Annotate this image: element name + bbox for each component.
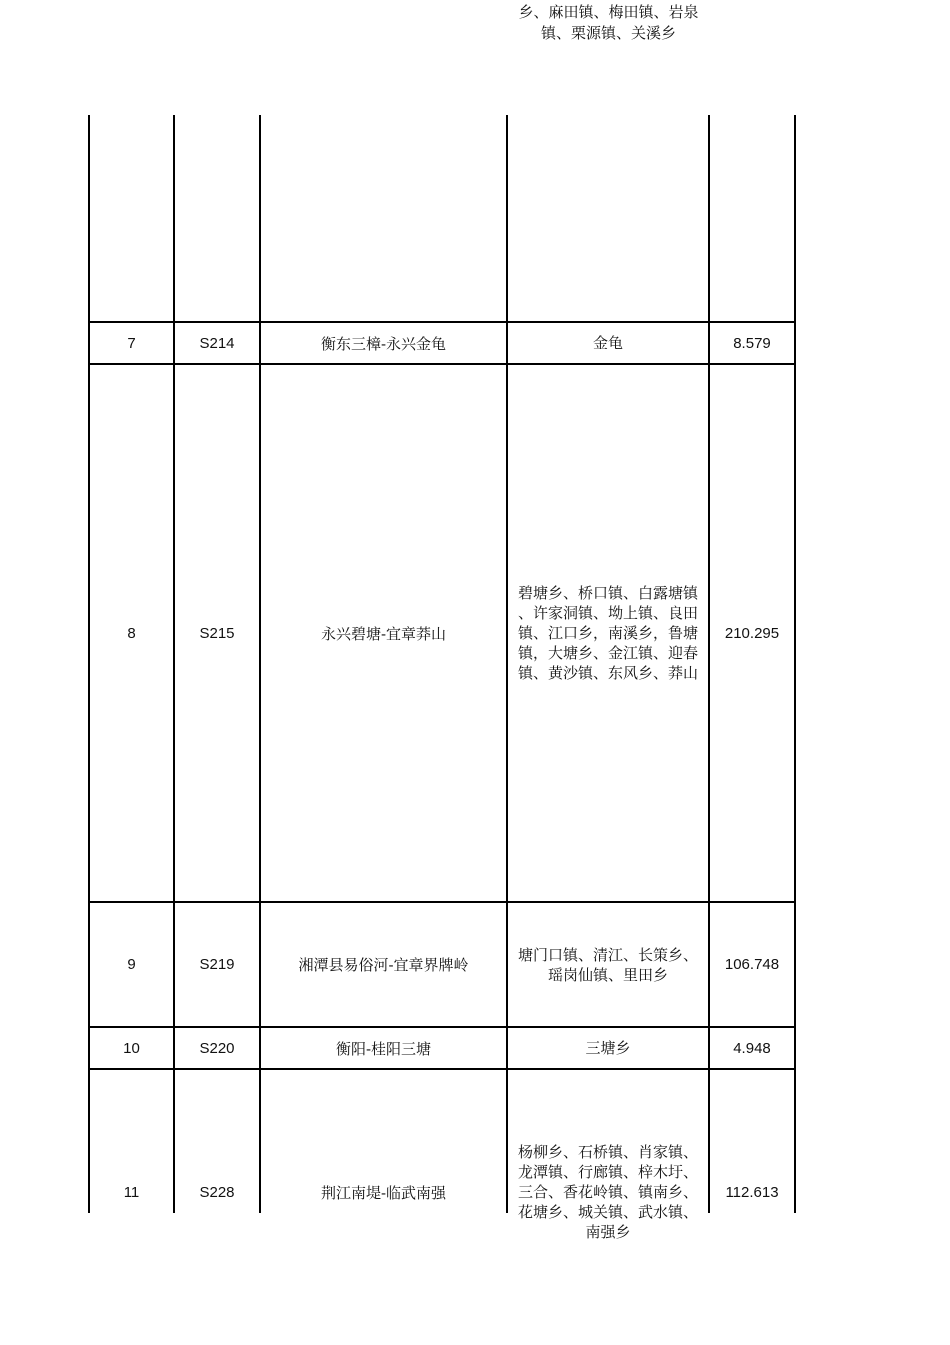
row-index: 9 <box>127 956 136 973</box>
table-border-right <box>794 115 796 1213</box>
towns-line: 、许家洞镇、坳上镇、良田 <box>517 604 698 622</box>
towns-list <box>508 1070 708 1314</box>
towns-line: 塘门口镇、清江、长策乡、 <box>517 945 698 964</box>
route-name: 衡阳-桂阳三塘 <box>335 1039 432 1058</box>
route-name: 永兴碧塘-宜章莽山 <box>320 624 447 643</box>
road-code: S214 <box>199 334 235 352</box>
road-length: 112.613 <box>725 1183 779 1201</box>
row-index: 10 <box>123 1039 140 1057</box>
fragment-line: 镇、栗源镇、关溪乡 <box>540 24 676 42</box>
towns-line: 镇、黄沙镇、东风乡、莽山 <box>517 664 698 682</box>
road-code: S215 <box>199 624 235 642</box>
route-name: 衡东三樟-永兴金龟 <box>320 334 447 353</box>
towns-list <box>508 903 708 1026</box>
road-code: S219 <box>199 956 235 973</box>
fragment-line: 乡、麻田镇、梅田镇、岩泉 <box>518 3 699 21</box>
towns-line: 杨柳乡、石桥镇、肖家镇、 <box>517 1143 698 1161</box>
road-code: S220 <box>199 1039 235 1057</box>
towns-line: 镇，大塘乡、金江镇、迎春 <box>517 644 698 662</box>
road-code: S228 <box>199 1183 235 1201</box>
road-length: 210.295 <box>724 624 780 642</box>
route-name: 荆江南堤-临武南强 <box>320 1183 447 1202</box>
road-length: 8.579 <box>733 334 771 352</box>
towns-line: 三合、香花岭镇、镇南乡、 <box>517 1183 698 1201</box>
towns-list <box>508 365 708 901</box>
continued-towns-fragment <box>507 2 710 44</box>
road-length: 4.948 <box>733 1039 771 1057</box>
row-index: 11 <box>123 1183 140 1201</box>
towns-line: 龙潭镇、行廊镇、梓木圩、 <box>517 1163 698 1181</box>
towns-list <box>508 323 708 363</box>
towns-line: 三塘乡 <box>585 1039 631 1057</box>
route-name: 湘潭县易俗河-宜章界牌岭 <box>298 956 469 974</box>
towns-list <box>508 1028 708 1068</box>
towns-line: 碧塘乡、桥口镇、白露塘镇 <box>517 584 698 602</box>
towns-line: 金龟 <box>592 334 623 352</box>
road-length: 106.748 <box>724 956 780 973</box>
row-index: 7 <box>127 334 136 352</box>
row-index: 8 <box>127 624 136 642</box>
towns-line: 南强乡 <box>585 1223 631 1241</box>
towns-line: 镇、江口乡，南溪乡，鲁塘 <box>517 624 698 642</box>
towns-line: 花塘乡、城关镇、武水镇、 <box>517 1203 698 1221</box>
towns-line: 瑶岗仙镇、里田乡 <box>547 965 668 984</box>
